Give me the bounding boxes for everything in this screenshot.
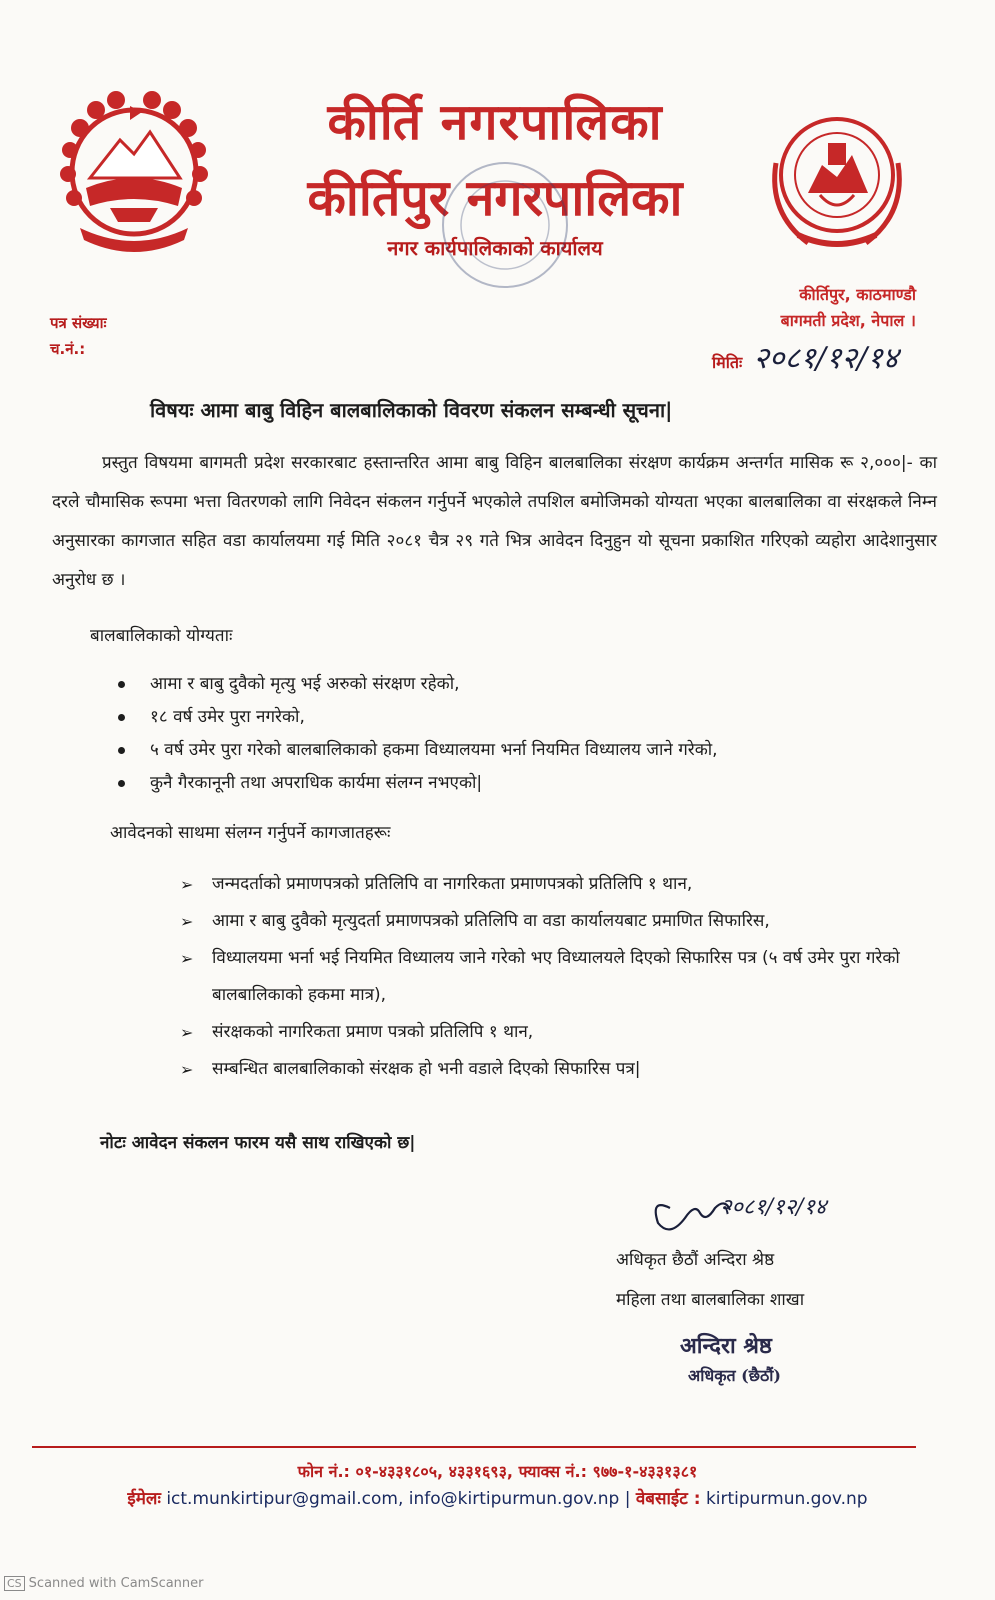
office-seal-stamp-icon xyxy=(430,150,580,300)
list-item: ➢ जन्मदर्ताको प्रमाणपत्रको प्रतिलिपि वा नागरिकता प्रमाणपत्रको प्रतिलिपि १ थान, xyxy=(180,866,940,903)
watermark-text: Scanned with CamScanner xyxy=(28,1576,204,1591)
signer-name: अधिकृत छैठौं अन्दिरा श्रेष्ठ xyxy=(616,1250,775,1270)
footer-phone: फोन नं.: ०१-४३३१८०५, ४३३१६९३, फ्याक्स नं.: ९७७-१-४३३१३८१ xyxy=(297,1462,698,1481)
website-label: वेबसाईट : xyxy=(635,1489,701,1509)
arrow-bullet-icon: ➢ xyxy=(180,912,194,931)
list-item: ➢ सम्बन्धित बालबालिकाको संरक्षक हो भनी वडाले दिएको सिफारिस पत्र| xyxy=(180,1051,940,1088)
notice-paragraph xyxy=(52,444,937,600)
nepal-emblem-icon xyxy=(50,88,218,256)
email-addresses: ict.munkirtipur@gmail.com, info@kirtipurmun.gov.np | xyxy=(166,1489,631,1509)
documents-heading: आवेदनको साथमा संलग्न गर्नुपर्ने कागजातहरूः xyxy=(110,823,391,843)
documents-list xyxy=(180,866,940,1088)
date-label: मितिः xyxy=(712,353,743,372)
kirtipur-municipality-seal-icon xyxy=(758,103,916,261)
address-line2: बागमती प्रदेश, नेपाल । xyxy=(780,311,916,330)
bullet-icon xyxy=(118,714,125,721)
eligibility-heading: बालबालिकाको योग्यताः xyxy=(90,626,233,646)
list-item: १८ वर्ष उमेर पुरा नगरेको, xyxy=(118,701,718,734)
arrow-bullet-icon: ➢ xyxy=(180,1060,194,1079)
list-item: ५ वर्ष उमेर पुरा गरेको बालबालिकाको हकमा विध्यालयमा भर्ना नियमित विध्यालय जाने गरेको, xyxy=(118,734,718,767)
bullet-icon xyxy=(118,681,125,688)
arrow-bullet-icon: ➢ xyxy=(180,1023,194,1042)
date-row xyxy=(712,336,932,377)
ref-number-label: च.नं.: xyxy=(50,340,86,358)
list-item: कुनै गैरकानूनी तथा अपराधिक कार्यमा संलग्न नभएको| xyxy=(118,767,718,800)
email-label: ईमेलः xyxy=(127,1489,161,1509)
website-url: kirtipurmun.gov.np xyxy=(705,1489,868,1509)
list-item: ➢ विध्यालयमा भर्ना भई नियमित विध्यालय जाने गरेको भए विध्यालयले दिएको सिफारिस पत्र (५ वर्ष उमेर पुरा गरेको बालबालिकाको हकमा मात्र), xyxy=(180,940,940,1014)
municipality-title-line2: कीर्तिपुर नगरपालिका xyxy=(307,169,683,227)
eligibility-list xyxy=(118,668,718,800)
list-item: ➢ आमा र बाबु दुवैको मृत्युदर्ता प्रमाणपत्रको प्रतिलिपि वा वडा कार्यालयबाट प्रमाणित सिफारिस, xyxy=(180,903,940,940)
signature-date: २०८१/१२/१४ xyxy=(720,1195,827,1220)
municipality-title-line1: कीर्ति नगरपालिका xyxy=(327,92,663,151)
name-stamp xyxy=(680,1330,781,1386)
reference-block xyxy=(50,310,107,362)
signer-block xyxy=(616,1240,804,1320)
signer-section: महिला तथा बालबालिका शाखा xyxy=(616,1290,805,1310)
handwritten-signature-icon xyxy=(640,1168,850,1248)
subject-line: विषयः आमा बाबु विहिन बालबालिकाको विवरण संकलन सम्बन्धी सूचना| xyxy=(150,398,673,422)
arrow-bullet-icon: ➢ xyxy=(180,875,194,894)
camscanner-logo-icon: CS xyxy=(4,1576,25,1591)
note-line: नोटः आवेदन संकलन फारम यसै साथ राखिएको छ| xyxy=(100,1133,416,1153)
bullet-icon xyxy=(118,780,125,787)
letter-number-label: पत्र संख्याः xyxy=(50,314,107,332)
bullet-icon xyxy=(118,747,125,754)
municipality-address xyxy=(756,282,916,334)
address-line1: कीर्तिपुर, काठमाण्डौ xyxy=(799,285,916,304)
footer-divider xyxy=(32,1446,916,1448)
date-value: २०८१/१२/१४ xyxy=(753,341,899,376)
list-item: ➢ संरक्षकको नागरिकता प्रमाण पत्रको प्रतिलिपि १ थान, xyxy=(180,1014,940,1051)
notice-paragraph-text: प्रस्तुत विषयमा बागमती प्रदेश सरकारबाट हस्तान्तरित आमा बाबु विहिन बालबालिका संरक्षण कार्यक्रम अन्तर्गत मासिक रू २,०००|- का दरले चौमासिक रूपमा भत्ता वितरणको लागि निवेदन संकलन गर्नुपर्ने भएकोले तपशिल बमोजिमको योग्यता भएका बालबालिका वा संरक्षकले निम्न अनुसारका कागजात सहित वडा कार्यालयमा गई मिति २०८१ चैत्र २९ गते भित्र आवेदन दिनुहुन यो सूचना प्रकाशित गरिएको व्यहोरा आदेशानुसार अनुरोध छ । xyxy=(52,453,937,590)
scanner-watermark xyxy=(4,1576,204,1591)
office-title: नगर कार्यपालिकाको कार्यालय xyxy=(387,236,603,260)
arrow-bullet-icon: ➢ xyxy=(180,949,194,968)
list-item: आमा र बाबु दुवैको मृत्यु भई अरुको संरक्षण रहेको, xyxy=(118,668,718,701)
stamp-name: अन्दिरा श्रेष्ठ xyxy=(680,1333,772,1359)
stamp-designation: अधिकृत (छैठौं) xyxy=(688,1366,781,1385)
footer-contact xyxy=(0,1486,995,1509)
